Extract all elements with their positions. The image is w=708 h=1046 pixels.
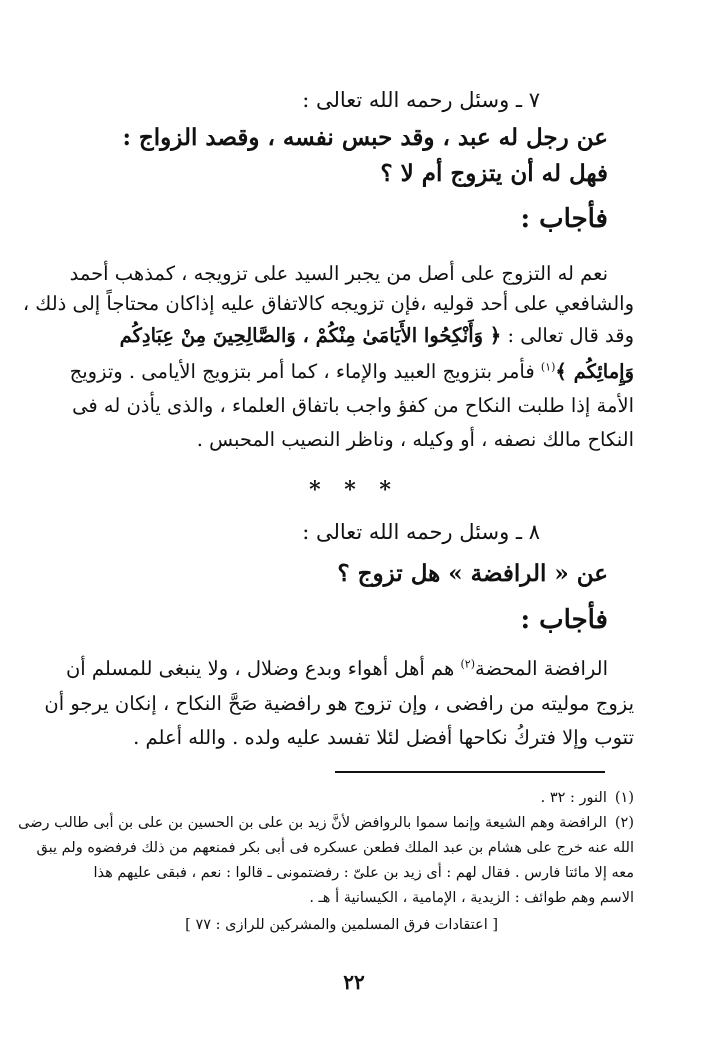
q8-intro: ٨ ـ وسئل رحمه الله تعالى : [302, 520, 540, 544]
q7-question-line2: فهل له أن يتزوج أم لا ؟ [380, 160, 608, 187]
footnote-2-line4: الاسم وهم طوائف : الزيدية ، الإمامية ، الكيسانية أ هـ . [309, 890, 634, 906]
q7-body-line3 [0, 324, 634, 347]
footnote-2 [0, 815, 634, 831]
q7-body-line4 [0, 360, 634, 383]
q7-question-line1: عن رجل له عبد ، وقد حبس نفسه ، وقصد الزواج : [122, 124, 608, 151]
footnote-2-line1: الرافضة وهم الشيعة وإنما سموا بالروافض لأنَّ زيد بن على بن الحسين بن على بن أبى طالب رضى [18, 815, 607, 831]
footnote-ref-1: (١) [540, 360, 556, 374]
q8-answer-label: فأجاب : [520, 605, 608, 635]
q7-body-line5: الأمة إذا طلبت النكاح من كفؤ واجب باتفاق العلماء ، والذى يأذن له فى [72, 394, 634, 417]
q8-body-line1 [0, 657, 608, 680]
q7-body-line6: النكاح مالك نصفه ، أو وكيله ، وناظر النصيب المحبس . [196, 428, 634, 451]
q8-body-line1-suffix: هم أهل أهواء وبدع وضلال ، ولا ينبغى للمسلم أن [65, 657, 455, 680]
footnote-1-number: (١) [614, 790, 634, 806]
footnote-2-line3: معه إلا مائتا فارس . فقال لهم : أى زيد بن علىّ : رفضتمونى ـ قالوا : نعم ، فبقى عليهم هذا [93, 865, 634, 881]
source-reference: [ اعتقادات فرق المسلمين والمشركين للرازى : ٧٧ ] [185, 917, 498, 933]
footnote-1-text: النور : ٣٢ . [540, 790, 607, 806]
footnote-2-number: (٢) [614, 815, 634, 831]
q7-body-line3-prefix: وقد قال تعالى : [507, 324, 634, 347]
section-separator: * * * [309, 477, 399, 503]
q7-body-line1: نعم له التزوج على أصل من يجبر السيد على تزويجه ، كمذهب أحمد [69, 262, 608, 285]
footnote-divider [335, 771, 605, 773]
q8-body-line1-prefix: الرافضة المحضة [474, 657, 608, 680]
page-number: ٢٢ [343, 970, 365, 994]
q7-answer-label: فأجاب : [520, 204, 608, 234]
footnote-2-line2: الله عنه خرج على هشام بن عبد الملك فطعن عسكره فى أبى بكر فمنعهم من ذلك فرفضوه ولم يبق [36, 840, 634, 856]
q7-body-line2: والشافعي على أحد قوليه ،فإن تزويجه كالاتفاق عليه إذاكان محتاجاً إلى ذلك ، [22, 292, 634, 315]
quran-verse-part2: وَإِمائِكُم ﴾ [555, 360, 634, 383]
q8-question: عن « الرافضة » هل تزوج ؟ [337, 560, 608, 587]
q7-body-line4-suffix: فأمر بتزويج العبيد والإماء ، كما أمر بتزويج الأيامى . وتزويج [69, 360, 535, 383]
q7-intro: ٧ ـ وسئل رحمه الله تعالى : [302, 88, 540, 112]
q8-body-line2: يزوج موليته من رافضى ، وإن تزوج هو رافضية صَحَّ النكاح ، إنكان يرجو أن [44, 692, 634, 715]
quran-verse-part1: ﴿ وَأَنْكِحُوا الأَيَامَىٰ مِنْكُمْ ، وَالصَّالِحِينَ مِنْ عِبَادِكُم [119, 324, 502, 347]
footnote-1 [0, 790, 634, 806]
footnote-ref-2: (٢) [460, 657, 475, 671]
q8-body-line3: تتوب وإلا فتركُ نكاحها أفضل لئلا تفسد عليه ولده . والله أعلم . [133, 726, 634, 749]
